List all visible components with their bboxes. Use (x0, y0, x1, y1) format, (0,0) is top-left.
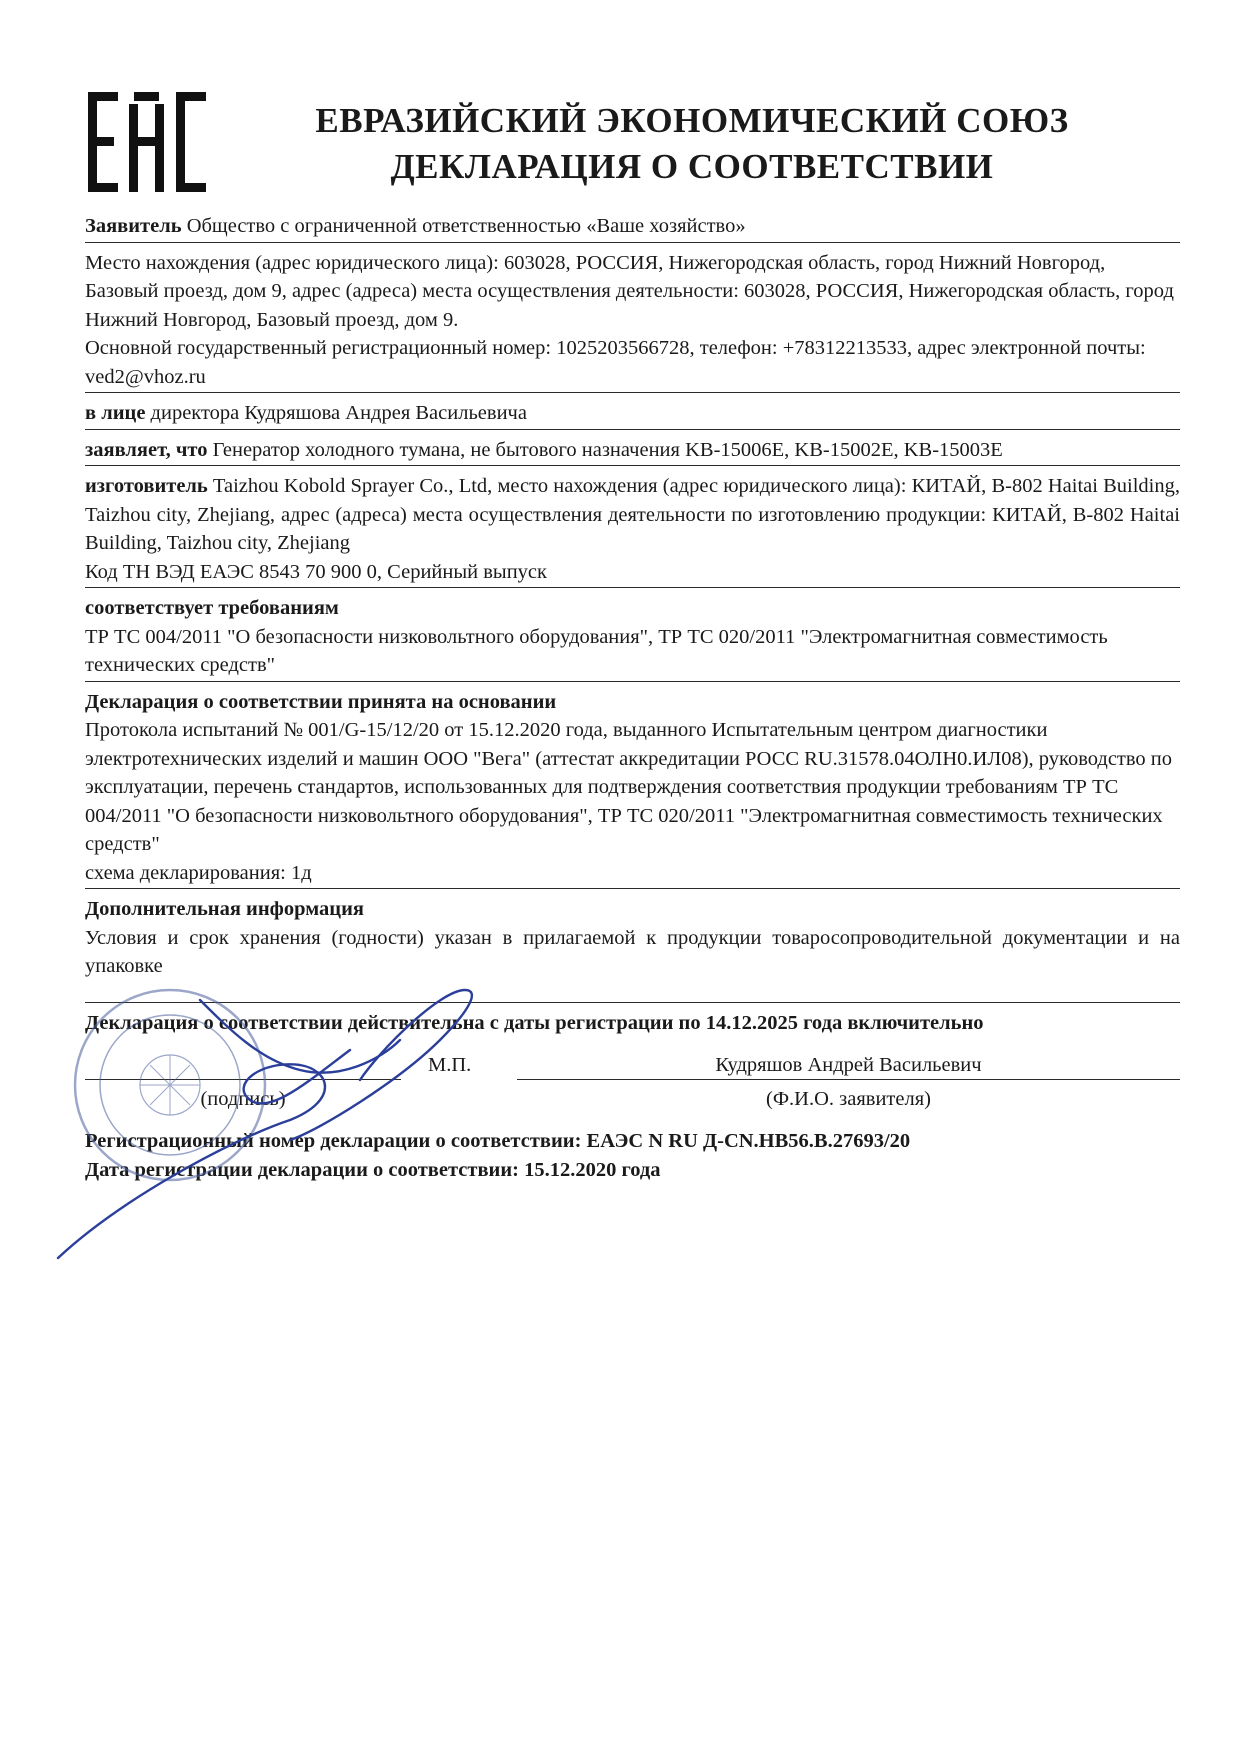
eac-logo (88, 92, 208, 192)
registration-number: Регистрационный номер декларации о соответствии: ЕАЭС N RU Д-CN.НВ56.В.27693/20 (85, 1130, 911, 1152)
document-title (262, 98, 1122, 190)
signature-line (85, 1079, 401, 1080)
stamp-place-label: М.П. (428, 1054, 472, 1076)
declares-section (85, 436, 1180, 467)
applicant-address-section (85, 249, 1180, 394)
manufacturer-section (85, 472, 1180, 588)
basis-section (85, 688, 1180, 890)
declaration-scheme: схема декларирования: 1д (85, 861, 312, 884)
signature-caption: (подпись) (200, 1088, 286, 1110)
signer-name: Кудряшов Андрей Васильевич (715, 1054, 982, 1076)
applicant-address: Место нахождения (адрес юридического лица): 603028, РОССИЯ, Нижегородская область, город Нижний Новгород, Базовый проезд, дом 9, адрес (адреса) места осуществления деятельности: 603028, РОССИЯ, Нижегородская область, город Нижний Новгород, Базовый проезд, дом 9. (85, 251, 1174, 331)
signer-caption: (Ф.И.О. заявителя) (766, 1088, 931, 1110)
product-description: Генератор холодного тумана, не бытового назначения KB-15006E, KB-15002E, KB-15003E (207, 438, 1003, 461)
basis-text: Протокола испытаний № 001/G-15/12/20 от 15.12.2020 года, выданного Испытательным центром диагностики электротехнических изделий и машин ООО "Вега" (аттестат аккредитации РОСС RU.31578.04ОЛН0.ИЛ08), руководство по эксплуатации, перечень стандартов, использованных для подтверждения соответствия продукции требованиям ТР ТС 004/2011 "О безопасности низковольтного оборудования", ТР ТС 020/2011 "Электромагнитная совместимость технических средств" (85, 719, 1173, 855)
applicant-section (85, 212, 1180, 243)
manufacturer-text: Taizhou Kobold Sprayer Co., Ltd, место нахождения (адрес юридического лица): КИТАЙ, B-802 Haitai Building, Taizhou city, Zhejiang, адрес (адреса) места осуществления деятельности по изготовлению продукции: КИТАЙ, B-802 Haitai Building, Taizhou city, Zhejiang (85, 475, 1180, 554)
applicant-label: Заявитель (85, 215, 182, 237)
represented-section (85, 399, 1180, 430)
requirements-text: ТР ТС 004/2011 "О безопасности низковольтного оборудования", ТР ТС 020/2011 "Электромагнитная совместимость технических средств" (85, 625, 1108, 676)
title-union: ЕВРАЗИЙСКИЙ ЭКОНОМИЧЕСКИЙ СОЮЗ (315, 101, 1069, 140)
additional-text: Условия и срок хранения (годности) указан в прилагаемой к продукции товаросопроводительной документации и на упаковке (85, 926, 1180, 977)
signer-name-line (517, 1079, 1180, 1080)
validity-statement: Декларация о соответствии действительна с даты регистрации по 14.12.2025 года включительно (85, 1011, 984, 1034)
product-code: Код ТН ВЭД ЕАЭС 8543 70 900 0, Серийный выпуск (85, 560, 547, 583)
title-declaration: ДЕКЛАРАЦИЯ О СООТВЕТСТВИИ (390, 147, 994, 186)
manufacturer-label: изготовитель (85, 475, 208, 497)
applicant-name: Общество с ограниченной ответственностью «Ваше хозяйство» (181, 215, 746, 237)
requirements-label: соответствует требованиям (85, 597, 339, 619)
declares-label: заявляет, что (85, 438, 208, 461)
declaration-body (85, 212, 1180, 1184)
requirements-section (85, 594, 1180, 682)
applicant-registration: Основной государственный регистрационный номер: 1025203566728, телефон: +78312213533, адрес электронной почты: ved2@vhoz.ru (85, 337, 1146, 388)
represented-text: директора Кудряшова Андрея Васильевича (145, 402, 527, 424)
additional-label: Дополнительная информация (85, 898, 364, 920)
represented-label: в лице (85, 402, 146, 424)
registration-date: Дата регистрации декларации о соответствии: 15.12.2020 года (85, 1158, 661, 1181)
signature-row (85, 1049, 1180, 1127)
additional-section (85, 895, 1180, 1003)
basis-label: Декларация о соответствии принята на основании (85, 690, 557, 713)
